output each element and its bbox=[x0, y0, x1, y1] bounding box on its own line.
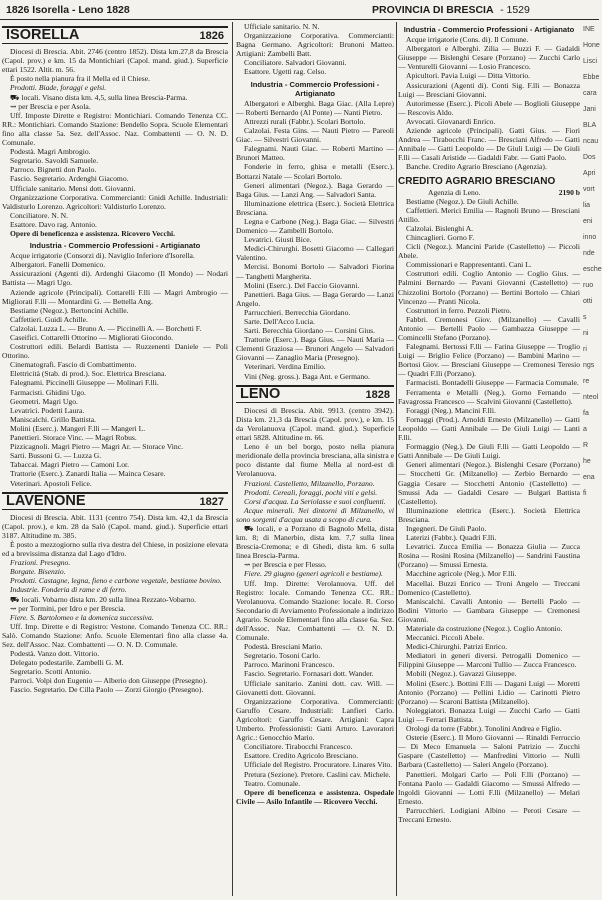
edge-fragment: nteol bbox=[583, 394, 599, 401]
directory-entry: Podestà. Magri Ambrogio. bbox=[10, 147, 91, 157]
business-entry: Chincaglieri. Gorno F. bbox=[406, 232, 475, 242]
business-entry: Ferramenta e Metalli (Neg.). Gorno Fernando — Favagrossa Francesco — Scalvini Giovanni (Castelletto). bbox=[398, 387, 580, 406]
town-heading-isorella bbox=[2, 26, 228, 44]
business-entry: Albergatori e Alberghi. Zilia — Buzzi F. — Gadaldi Giuseppe — Bislenghi Cesare (Porzano) — Zucchi Carlo — Venturelli Giovanni — Losio Francesco. bbox=[398, 44, 580, 72]
train-icon: ⛟ bbox=[10, 92, 22, 102]
directory-entry: Fascio. Segretario. De Cilla Paolo — Zorzi Giorgio (Presegno). bbox=[10, 685, 204, 695]
directory-entry: Esattore. Davo rag. Antonio. bbox=[10, 219, 97, 229]
town-code: 1828 bbox=[365, 388, 390, 401]
directory-entry: Conciliatore. Tirabocchi Francesco. bbox=[244, 742, 353, 752]
business-entry: Caffettieri. Merici Emilia — Ragnoli Bruno — Bresciani Attilio. bbox=[398, 205, 580, 224]
section-heading: Industria - Commercio Professioni - Artigianato bbox=[403, 25, 575, 34]
business-entry: Avvocati. Giovanardi Enrico. bbox=[406, 116, 496, 126]
business-entry: Bestiame (Negoz.). De Giuli Achille. bbox=[406, 196, 519, 206]
town-location: È posto nella pianura fra il Mella ed il Chiese. bbox=[10, 74, 151, 84]
page-header bbox=[0, 0, 599, 20]
town-transport: ⛟ locali. Visano dista km. 4,5, sulla linea Brescia-Parma. bbox=[10, 92, 188, 102]
edge-fragment: lia bbox=[583, 202, 591, 209]
column-1 bbox=[2, 22, 228, 896]
business-entry: Veterinari. Apostoli Felice. bbox=[10, 478, 92, 488]
edge-fragment: fi bbox=[583, 490, 587, 497]
edge-fragment: cara bbox=[583, 90, 597, 97]
edge-fragment: Hone bbox=[583, 42, 600, 49]
section-heading: Industria - Commercio Professioni - Artigianato bbox=[250, 79, 380, 98]
business-entry: Trattorie (Eserc.). Baga Gius. — Nauti Maria — Clementi Graziosa — Brunori Angelo — Salvadori Giovanni — Zanaglio Maria (Presegno). bbox=[236, 335, 394, 363]
directory-entry: Organizzazione Corporativa. Commercianti: Garuffo Cesare. Industriali: Lanfieri Carlo. Agricoltori: Garuffo Cesare. Artigiani: Capra Umberto. Professionisti: Gatti Arturo. Lavoratori Agric.: Genocchio Mario. bbox=[236, 696, 394, 743]
business-entry: Legna e Carbone (Neg.). Baga Giac. — Silvestri Domenico — Zambelli Bortolo. bbox=[236, 216, 394, 236]
edge-fragment: Lisci bbox=[583, 58, 598, 65]
edge-fragment: esche bbox=[583, 266, 602, 273]
business-entry: Albergatori. Fanelli Domenico. bbox=[10, 260, 106, 270]
directory-entry: Ufficiale sanitario. N. N. bbox=[244, 22, 320, 31]
business-entry: Falegnami. Piccinelli Giuseppe — Molinari F.lli. bbox=[10, 378, 159, 388]
adjacent-page-edge bbox=[583, 22, 602, 896]
business-entry: Maniscalchi. Grillo Battista. bbox=[10, 414, 97, 424]
business-entry: Acque irrigatorie (Cons. di). Il Comune. bbox=[406, 35, 529, 45]
edge-fragment: eni bbox=[583, 218, 593, 225]
edge-fragment: BLA bbox=[583, 122, 597, 129]
header-left bbox=[6, 4, 130, 16]
business-entry: Falegnami. Nauti Giac. — Roberti Martino — Brunori Matteo. bbox=[236, 144, 394, 163]
directory-entry: Fascio. Segretario. Fornasari dott. Wander. bbox=[244, 669, 374, 679]
directory-entry: Ufficiale del Registro. Procuratore. Linares Vito. bbox=[244, 760, 393, 770]
edge-fragment: Jani bbox=[583, 106, 596, 113]
business-entry: Caseifici. Cottarelli Ottorino — Migliorati Giocondo. bbox=[10, 333, 174, 342]
business-entry: Ingegneri. De Giuli Paolo. bbox=[406, 523, 487, 533]
directory-entry: Opere di beneficenza e assistenza. Ricovero Vecchi. bbox=[10, 228, 176, 238]
business-entry: Panettieri. Storace Vinc. — Magri Robus. bbox=[10, 433, 137, 443]
business-entry: Illuminazione elettrica (Eserc.). Società Elettrica Bresciana. bbox=[398, 505, 580, 524]
directory-entry: Segretario. Tosoni Carlo. bbox=[244, 651, 321, 661]
edge-fragment: vort bbox=[583, 186, 595, 193]
directory-entry: Podestà. Bresciani Mario. bbox=[244, 642, 323, 652]
business-entry: Tabaccai. Magri Pietro — Camoni Lor. bbox=[10, 460, 130, 470]
bank-advert-title: CREDITO AGRARIO BRESCIANO bbox=[398, 175, 556, 187]
business-entry: Sarte. Dell'Acco Lucia. bbox=[244, 317, 315, 326]
business-entry: Medici-Chirurghi. Patrizi Enrico. bbox=[406, 642, 508, 652]
town-location: Leno è un bel borgo, posto nella pianura meridionale della provincia bresciana, alla sinistra e poco distante dal fiume Mella al nord-est di Verolanuova. bbox=[236, 442, 394, 479]
bank-advert-line bbox=[398, 188, 580, 197]
business-entry: Calzolai. Luzza L. — Bruno A. — Piccinelli A. — Borchetti F. bbox=[10, 323, 202, 333]
edge-fragment: he bbox=[583, 458, 591, 465]
town-fractions: Frazioni. Presegno. bbox=[10, 558, 71, 568]
business-entry: Generi alimentari (Negoz.). Baga Gerardo — Baga Gius. — Lanzi Ang. — Salvadori Santa. bbox=[236, 180, 394, 199]
business-entry: Elettricità (Stab. di prod.). Soc. Elettrica Bresciana. bbox=[10, 369, 167, 379]
directory-entry: Parroco. Marinoni Francesco. bbox=[244, 660, 335, 670]
business-entry: Mercisi. Bonomi Bortolo — Salvadori Fiorina — Tanghetti Margherita. bbox=[236, 262, 394, 281]
business-entry: Attrezzi rurali (Fabbr.). Scolari Bortolo. bbox=[244, 116, 366, 126]
business-entry: Illuminazione elettrica (Eserc.). Società Elettrica Bresciana. bbox=[236, 198, 394, 217]
business-entry: Aziende agricole (Principali). Cottarelli F.lli — Magri Ambrogio — Migliorati F.lli — Montardini G. — Bettella Ang. bbox=[2, 287, 228, 306]
business-entry: Molini (Eserc.). Bottini F.lli — Dagani Luigi — Moretti Antonio (Porzano) — Pellini Lidio — Carinotti Pietro (Porzano) — Scaroni Battista (Milzanello). bbox=[398, 678, 580, 706]
directory-entry: Opere di beneficenza e assistenza. Ospedale Civile — Asilo Infantile — Ricovero Vecchi. bbox=[236, 787, 394, 806]
business-entry: Levatrici. Giusti Bice. bbox=[244, 235, 312, 245]
bank-agency: Agenzia di Leno. bbox=[428, 187, 481, 197]
header-province: PROVINCIA DI BRESCIA bbox=[372, 4, 494, 16]
business-entry: Autorimesse (Eserc.). Picoli Abele — Boglioli Giuseppe — Rescovis Aldo. bbox=[398, 98, 580, 117]
business-entry: Apicultori. Pavia Luigi — Ditta Vittorio. bbox=[406, 71, 531, 81]
town-code: 1827 bbox=[199, 495, 224, 508]
column-rule bbox=[396, 22, 397, 896]
business-entry: Levatrici. Zucca Emilia — Bonazza Giulia — Zucca Rosina — Rosini Rosina (Milzanello) — Sandrini Faustina (Porzano) — Smussi Ernesta. bbox=[398, 542, 580, 570]
directory-entry: Organizzazione Corporativa. Commercianti: Gnidi Achille. Industriali: Valdisturlo Lorenzo. Agricoltori: Valdisturlo Lorenzo. bbox=[2, 192, 228, 211]
business-entry: Farmacisti. Ghidini Ugo. bbox=[10, 387, 86, 397]
edge-fragment: a bbox=[583, 426, 587, 433]
business-entry: Meccanici. Piccoli Abele. bbox=[406, 633, 485, 643]
business-entry: Materiale da costruzione (Negoz.). Coglio Antonio. bbox=[406, 624, 563, 633]
town-fairs: Fiere. S. Bartolomeo e la domenica successiva. bbox=[10, 612, 154, 622]
business-entry: Costruttori edili. Coglio Antonio — Coglio Gius. — Palmini Bernardo — Pavani Giovanni (Castelletto) — Chizzolini Bortolo (Porzano) — Bertini Bortolo — Chiari Vincenzo — Pranti Nicola. bbox=[398, 269, 580, 306]
town-name: ISORELLA bbox=[6, 27, 80, 43]
column-2 bbox=[236, 22, 394, 896]
town-products: Prodotti. Cereali, foraggi, pochi viti e gelsi. bbox=[244, 487, 378, 497]
business-entry: Mediatori in generi diversi. Petrogalli Domenico — Filippini Giuseppe — Marconi Tullio — Zucca Francesco. bbox=[398, 651, 580, 670]
business-entry: Cinematografi. Fascio di Combattimento. bbox=[10, 360, 137, 370]
business-entry: Sarti. Bussoni G. — Luzza G. bbox=[10, 451, 102, 461]
town-fractions: Frazioni. Castelletto, Milzanello, Porzano. bbox=[244, 478, 375, 488]
business-entry: Vini (Neg. gross.). Baga Ant. e Germano. bbox=[244, 371, 370, 381]
column-3 bbox=[398, 22, 580, 896]
business-entry: Molini (Eserc.). Mangeri F.lli — Mangeri L. bbox=[10, 423, 146, 433]
edge-fragment: ngs bbox=[583, 362, 595, 369]
town-location: È posto a mezzogiorno sulla riva destra del Chiese, in posizione elevata ed a brevissima distanza dal Lago d'Idro. bbox=[2, 539, 228, 559]
business-entry: Caffettieri. Guidi Achille. bbox=[10, 314, 88, 324]
bus-icon: ⇝ bbox=[10, 603, 19, 613]
business-entry: Levatrici. Podetti Laura. bbox=[10, 405, 85, 415]
directory-entry: Segretario. Savoldi Samuele. bbox=[10, 156, 99, 166]
page-number-left: 1826 bbox=[6, 4, 30, 16]
town-description: Diocesi di Brescia. Abit. 1131 (centro 754). Dista km. 42,1 da Brescia (Capol. prov.), e km. 28 da Salò (Capol. mand. giud.). Superficie ettari 3187. Altitudine m. 385. bbox=[2, 512, 228, 540]
edge-fragment: nde bbox=[583, 250, 595, 257]
directory-entry: Ufficiale sanitario. Mensi dott. Giovanni. bbox=[10, 183, 136, 193]
header-right bbox=[372, 4, 530, 16]
town-offices: Uff. Imp. Dirette: Verolanuova. Uff. del Registro: locale. Comando Tenenza CC. RR.: Verolanuova. Comando Stazione: locale. R. Corso Secondario di Avviamento Professionale a indirizzo Agrario. Scuole Elementari fino alla classe 6a. Sez. dell'Assoc. Naz. Combattenti — O. N. D. Comunale. bbox=[236, 578, 394, 643]
town-code: 1826 bbox=[199, 30, 224, 42]
town-offices: Uff. Imposte Dirette e Registro: Montichiari. Comando Tenenza CC. RR.: Montichiari. Comando Stazione: Bendello Sopra. Scuole Elementari fino alla classe 5a. Sez. dell'Assoc. Naz. Combattenti — O. N. D. Comunale. bbox=[2, 110, 228, 148]
business-entry: Parrucchieri. Berrecchia Giordano. bbox=[244, 307, 351, 317]
town-villages: Borgate. Bisenzio. bbox=[10, 567, 66, 577]
column-rule bbox=[232, 22, 233, 896]
business-entry: Pizzicagnoli. Magri Pietro — Magri Ar. — Storace Vinc. bbox=[10, 442, 183, 452]
edge-fragment: s bbox=[583, 314, 587, 321]
business-entry: Albergatori e Alberghi. Baga Giac. (Alla Lepre) — Roberti Bernardo (Al Ponte) — Nanti Pietro. bbox=[236, 98, 394, 117]
business-entry: Costruttori edili. Belardi Battista — Ruzzenenti Daniele — Poli Ottorino. bbox=[2, 342, 228, 361]
town-products: Prodotti. Biade, foraggi e gelsi. bbox=[10, 83, 107, 93]
business-entry: Mobili (Negoz.). Gavazzi Giuseppe. bbox=[406, 669, 517, 679]
page-number-right: - 1529 bbox=[500, 4, 530, 16]
business-entry: Calzolai. Festa Gins. — Nauti Pietro — Pareoli Giac. — Silvestri Giovanni. bbox=[236, 126, 394, 145]
town-name: LAVENONE bbox=[6, 492, 86, 509]
business-entry: Panettieri. Molgari Carlo — Poli F.lli (Porzano) — Fontana Paolo — Gadaldi Giacomo — Smussi Alfredo — Ingoldi Giovanni — Lotti F.lli (Milzanello) — Melari Ernesto. bbox=[398, 769, 580, 806]
town-industries: Industrie. Fonderia di rame e di ferro. bbox=[10, 585, 127, 595]
town-bus: ⇝ per Brescia e per Flesso. bbox=[244, 560, 327, 570]
directory-entry: Podestà. Vanzo dott. Vittorio. bbox=[10, 649, 100, 659]
directory-entry: Conciliatore. N. N. bbox=[10, 210, 68, 220]
bus-icon: ⇝ bbox=[244, 560, 253, 570]
town-water: Corsi d'acqua. La Seriolasse e suoi confluenti. bbox=[244, 496, 386, 506]
business-entry: Trattorie (Eserc.). Zanardi Italia — Mainca Cesare. bbox=[10, 469, 166, 479]
business-entry: Laterizi (Fabbr.). Quadri F.lli. bbox=[406, 533, 497, 543]
business-entry: Fonderie in ferro, ghisa e metalli (Eserc.). Bottarzi Natale — Scolari Bortolo. bbox=[236, 162, 394, 181]
town-bus: ⇝ per Tormini, per Idro e per Brescia. bbox=[10, 603, 126, 613]
train-icon: ⛟ bbox=[10, 594, 22, 604]
directory-entry: Parroci. Volpi don Eugenio — Alberio don Giuseppe (Presegno). bbox=[10, 676, 208, 686]
edge-fragment: ruo bbox=[583, 282, 594, 289]
business-entry: Banche. Credito Agrario Bresciano (Agenzia). bbox=[406, 162, 547, 172]
business-entry: Acque irrigatorie (Consorzi di). Naviglio Inferiore d'Isorella. bbox=[10, 251, 195, 261]
business-entry: Noleggiatori. Bonazza Luigi — Zucchi Carlo — Gatti Luigi — Ferrari Battista. bbox=[398, 705, 580, 724]
town-mineral: Acque minerali. Nei dintorni di Milzanello, vi sono sorgenti d'acqua usata a scopo di cura. bbox=[236, 505, 394, 524]
business-entry: Formaggio (Neg.). De Giuli F.lli — Gatti Leopoldo — Gatti Annibale — De Giuli Luigi. bbox=[398, 442, 580, 461]
edge-fragment: Apri bbox=[583, 170, 596, 177]
edge-fragment: fa bbox=[583, 410, 589, 417]
section-heading: Industria - Commercio Professioni - Artigianato bbox=[29, 241, 201, 251]
edge-fragment: otti bbox=[583, 298, 593, 305]
town-description: Diocesi di Brescia. Abit. 9913. (centro 3942). Dista km. 21,3 da Brescia (Capol. prov.), e km. 15 da Verolanuova (Capol. mand. giud.). Superficie ettari 5828. Altitudine m. 66. bbox=[236, 405, 394, 443]
town-transport: ⛟ locali, e a Porzano di Bagnolo Mella, dista km. 8; di Manerbio, dista km. 7,7 sulla linea Brescia-Cremona; e di Ghedi, dista km. 6 sulla linea Brescia-Parma. bbox=[236, 523, 395, 561]
edge-fragment: ni bbox=[583, 330, 589, 337]
edge-fragment: ena bbox=[583, 474, 595, 481]
edge-fragment: ncau bbox=[583, 138, 599, 145]
business-entry: Falegnami. Bertossi F.lli — Farina Giuseppe — Troglio Luigi — Briglio Felice (Porzano) — Bambini Marino — Bortosi Giov. — Bresciani Giuseppe — Cremonesi Teresio — Quadri F.lli (Porzano). bbox=[398, 342, 580, 379]
bank-code: 2190 b bbox=[558, 187, 580, 197]
directory-entry: Delegato podestarile. Zambelli G. M. bbox=[10, 658, 124, 668]
edge-fragment: Dos bbox=[583, 154, 596, 161]
business-entry: Generi alimentari (Negoz.). Bislenghi Cesare (Porzano) — Stocchetti Gr. (Milzanello) — Zerbio Bernardo — Gaggia Cesare — Stocchetti Antonio (Castelletto) — Smussi Ada — Gadaldi Cesare — Bulgari Battista (Castelletto). bbox=[398, 460, 580, 506]
business-entry: Cicli (Negoz.). Mancini Paride (Castelletto) — Piccoli Abele. bbox=[398, 242, 580, 261]
business-entry: Molini (Eserc.). Del Faccio Giovanni. bbox=[244, 280, 360, 290]
business-entry: Osterie (Eserc.). Il Moro Giovanni — Rinaldi Ferruccio — Di Meco Emanuela — Saloni Patrizio — Zucchi Gaspare (Castelletto) — Manfredini Vittorio — Nulli Barbara (Castelletto) — Saleri Angelo (Porzano). bbox=[398, 733, 580, 770]
business-entry: Assicurazioni (Agenti di). Conti Sig. F.lli — Bonazza Luigi — Bresciani Giovanni. bbox=[398, 80, 580, 99]
business-entry: Fabbri. Cremonesi Giov. (Milzanello) — Cavalli Antonio — Bertelli Paolo — Gambazza Giuseppe — Comincelli Stefano (Porzano). bbox=[398, 314, 580, 342]
town-description: Diocesi di Brescia. Abit. 2746 (centro 1852). Dista km.27,8 da Brescia (Capol. prov.) e km. 15 da Montichiari (Capol. mand. giud.). Superficie ettari 1522. Altit. m. 56. bbox=[2, 47, 228, 75]
bus-icon: ⇝ bbox=[10, 101, 19, 111]
town-transport: ⛟ locali. Vobarno dista km. 20 sulla linea Rezzato-Vobarno. bbox=[10, 594, 197, 604]
business-entry: Orologi da torre (Fabbr.). Tonolini Andrea e Figlio. bbox=[406, 724, 562, 734]
directory-entry: Esattore. Ugetti rag. Celso. bbox=[244, 67, 327, 77]
edge-fragment: inno bbox=[583, 234, 597, 241]
business-entry: Parrucchieri. Lodigiani Albino — Peroti Cesare — Treccani Ernesto. bbox=[398, 805, 580, 824]
business-entry: Costruttori in ferro. Pezzoli Pietro. bbox=[406, 305, 512, 315]
town-heading-lavenone bbox=[2, 492, 228, 510]
directory-entry: Teatro. Comunale. bbox=[244, 778, 301, 788]
business-entry: Macchine agricole (Neg.). Mor F.lli. bbox=[406, 569, 517, 579]
edge-fragment: re bbox=[583, 378, 590, 385]
town-bus: ⇝ per Brescia e per Asola. bbox=[10, 101, 91, 111]
town-fairs: Fiere. 29 giugno (generi agricoli e bestiame). bbox=[244, 569, 383, 579]
business-entry: Maniscalchi. Cavalli Antonio — Bertelli Paolo — Bodini Vittorio — Gambara Giuseppe — Cremonesi Giovanni. bbox=[398, 596, 580, 624]
town-name: LENO bbox=[240, 385, 281, 402]
town-heading-leno bbox=[236, 385, 394, 403]
header-range: Isorella - Leno 1828 bbox=[32, 4, 130, 16]
business-entry: Foraggi (Neg.). Mancini F.lli. bbox=[406, 405, 496, 415]
business-entry: Macellai. Buzzi Enrico — Troni Angelo — Treccani Domenico (Castelletto). bbox=[398, 578, 580, 597]
directory-entry: Parroco. Bignetti don Paolo. bbox=[10, 165, 97, 175]
business-entry: Assicurazioni (Agenti di). Ardenghi Giacomo (Il Mondo) — Nodari Battista — Magri Ugo. bbox=[2, 269, 228, 288]
directory-entry: Esattore. Credito Agricolo Bresciano. bbox=[244, 751, 359, 761]
directory-entry: Fascio. Segretario. Ardenghi Giacomo. bbox=[10, 174, 129, 184]
edge-fragment: R bbox=[583, 442, 589, 449]
business-entry: Veterinari. Verdina Emilio. bbox=[244, 362, 326, 372]
directory-entry: Conciliatore. Salvadori Giovanni. bbox=[244, 58, 347, 68]
business-entry: Medici-Chirurghi. Bosetti Giacomo — Callegari Valentino. bbox=[236, 244, 394, 263]
train-icon: ⛟ bbox=[244, 523, 257, 533]
directory-entry: Organizzazione Corporativa. Commercianti: Bagna Germano. Agricoltori: Brunoni Matteo. Artigiani: Zambelli Batt. bbox=[236, 31, 394, 59]
business-entry: Calzolai. Bislenghi A. bbox=[406, 223, 474, 233]
business-entry: Commissionari e Rappresentanti. Cani L. bbox=[406, 260, 532, 270]
business-entry: Sarti. Berecchia Giordano — Corsini Gius. bbox=[244, 326, 375, 336]
edge-fragment: ri bbox=[583, 346, 587, 353]
business-entry: Farmacisti. Bontadelli Giuseppe — Farmacia Comunale. bbox=[406, 378, 579, 388]
directory-entry: Ufficiale sanitario. Zanini dott. cav. Will. — Giovanetti dott. Giovanni. bbox=[236, 678, 394, 697]
business-entry: Fornaggi (Prod.). Arnoldi Ernesto (Milzanello) — Gatti Leopoldo — Gatti Annibale — De Giuli Luigi — Lanti F.lli. bbox=[398, 414, 580, 443]
town-products: Prodotti. Castagne, legna, fieno e carbone vegetale, bestiame bovino. bbox=[10, 576, 222, 586]
business-entry: Bestiame (Negoz.). Bertoncini Achille. bbox=[10, 305, 129, 315]
directory-entry: Segretario. Scotti Antonio. bbox=[10, 667, 91, 677]
town-offices: Uff. Imp. Dirette e di Registro: Vestone. Comando Tenenza CC. RR.: Salò. Comando Stazione: Anfo. Scuole Elementari fino alla classe 4a. Sez. dell'Assoc. Naz. Combattenti — O. N. D. Comunale. bbox=[2, 621, 228, 649]
directory-entry: Pretura (Sezione). Pretore. Caslini cav. Michele. bbox=[244, 769, 391, 779]
edge-fragment: Ebbe bbox=[583, 74, 600, 81]
business-entry: Geometri. Magri Ugo. bbox=[10, 396, 78, 406]
business-entry: Aziende agricole (Principali). Gatti Gius. — Fiori Andrea — Tirabocchi Franc. — Bresciani Alfredo — Gatti Annibale — Gatti Leopoldo — De Giuli Luigi — De Giuli F.lli — Casali Aristide — Gadaldi Fabr. — Gatti Paolo. bbox=[398, 126, 580, 163]
edge-fragment: INE bbox=[583, 26, 595, 33]
business-entry: Panettieri. Baga Gius. — Baga Gerardo — Lanzi Angelo. bbox=[236, 289, 394, 308]
